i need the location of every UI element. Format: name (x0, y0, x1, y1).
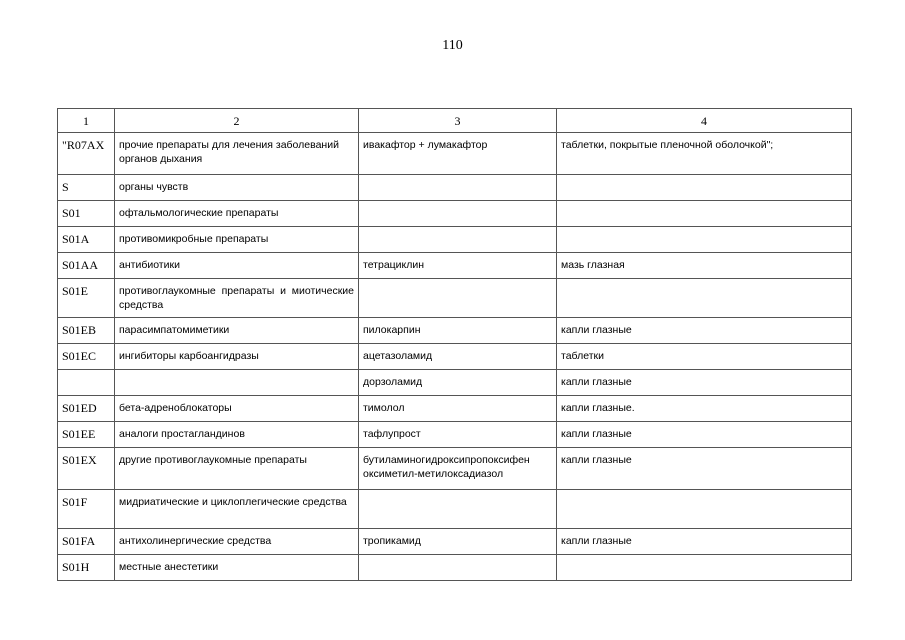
atc-code-cell (58, 370, 115, 396)
table-row (58, 175, 852, 201)
drug-name-cell: тимолол (359, 396, 557, 422)
group-name-cell: аналоги простагландинов (115, 422, 359, 448)
table-row (58, 448, 852, 490)
atc-code-cell: S01EX (58, 448, 115, 490)
group-name-cell: местные анестетики (115, 555, 359, 581)
drug-name-cell: пилокарпин (359, 318, 557, 344)
group-name-cell (115, 370, 359, 396)
dosage-form-cell: капли глазные (557, 370, 852, 396)
atc-code-cell: S01EE (58, 422, 115, 448)
dosage-form-cell: капли глазные. (557, 396, 852, 422)
dosage-form-cell: капли глазные (557, 318, 852, 344)
dosage-form-cell: капли глазные (557, 529, 852, 555)
table-row (58, 201, 852, 227)
atc-code-cell: S01EB (58, 318, 115, 344)
table-row (58, 370, 852, 396)
atc-code-cell: "R07AX (58, 133, 115, 175)
header-col-1: 1 (58, 109, 115, 133)
group-name-cell: антихолинергические средства (115, 529, 359, 555)
group-name-cell: антибиотики (115, 253, 359, 279)
atc-code-cell: S01AA (58, 253, 115, 279)
header-col-2: 2 (115, 109, 359, 133)
group-name-cell: органы чувств (115, 175, 359, 201)
table-row (58, 555, 852, 581)
group-name-cell: противоглаукомные препараты и миотические средства (115, 279, 359, 318)
dosage-form-cell (557, 279, 852, 318)
table-row (58, 490, 852, 529)
drug-name-cell (359, 227, 557, 253)
dosage-form-cell: таблетки, покрытые пленочной оболочкой"; (557, 133, 852, 175)
header-col-4: 4 (557, 109, 852, 133)
dosage-form-cell (557, 490, 852, 529)
atc-code-cell: S01H (58, 555, 115, 581)
group-name-cell: мидриатические и циклоплегические средства (115, 490, 359, 529)
drug-name-cell (359, 175, 557, 201)
table-row (58, 227, 852, 253)
drug-classification-table (57, 108, 852, 581)
atc-code-cell: S01 (58, 201, 115, 227)
group-name-cell: ингибиторы карбоангидразы (115, 344, 359, 370)
drug-name-cell: тафлупрост (359, 422, 557, 448)
drug-name-cell: тетрациклин (359, 253, 557, 279)
dosage-form-cell: капли глазные (557, 422, 852, 448)
group-name-cell: офтальмологические препараты (115, 201, 359, 227)
table-row (58, 422, 852, 448)
drug-name-cell: дорзоламид (359, 370, 557, 396)
page-number: 110 (442, 38, 463, 53)
group-name-cell: парасимпатомиметики (115, 318, 359, 344)
dosage-form-cell (557, 227, 852, 253)
dosage-form-cell (557, 555, 852, 581)
atc-code-cell: S (58, 175, 115, 201)
dosage-form-cell: капли глазные (557, 448, 852, 490)
table-row (58, 529, 852, 555)
drug-name-cell (359, 490, 557, 529)
dosage-form-cell: мазь глазная (557, 253, 852, 279)
atc-code-cell: S01F (58, 490, 115, 529)
header-col-3: 3 (359, 109, 557, 133)
table-row (58, 133, 852, 175)
group-name-cell: прочие препараты для лечения заболеваний органов дыхания (115, 133, 359, 175)
atc-code-cell: S01EC (58, 344, 115, 370)
dosage-form-cell (557, 175, 852, 201)
group-name-cell: противомикробные препараты (115, 227, 359, 253)
drug-name-cell (359, 555, 557, 581)
atc-code-cell: S01ED (58, 396, 115, 422)
drug-name-cell: бутиламиногидроксипропоксифен оксиметил-метилоксадиазол (359, 448, 557, 490)
drug-name-cell: ацетазоламид (359, 344, 557, 370)
drug-name-cell (359, 279, 557, 318)
drug-name-cell (359, 201, 557, 227)
group-name-cell: другие противоглаукомные препараты (115, 448, 359, 490)
table-row (58, 253, 852, 279)
dosage-form-cell: таблетки (557, 344, 852, 370)
drug-name-cell: ивакафтор + лумакафтор (359, 133, 557, 175)
atc-code-cell: S01E (58, 279, 115, 318)
table-row (58, 318, 852, 344)
atc-code-cell: S01A (58, 227, 115, 253)
table-row (58, 396, 852, 422)
dosage-form-cell (557, 201, 852, 227)
drug-name-cell: тропикамид (359, 529, 557, 555)
table-row (58, 279, 852, 318)
atc-code-cell: S01FA (58, 529, 115, 555)
table-row (58, 344, 852, 370)
group-name-cell: бета-адреноблокаторы (115, 396, 359, 422)
table-header-row (58, 109, 852, 133)
